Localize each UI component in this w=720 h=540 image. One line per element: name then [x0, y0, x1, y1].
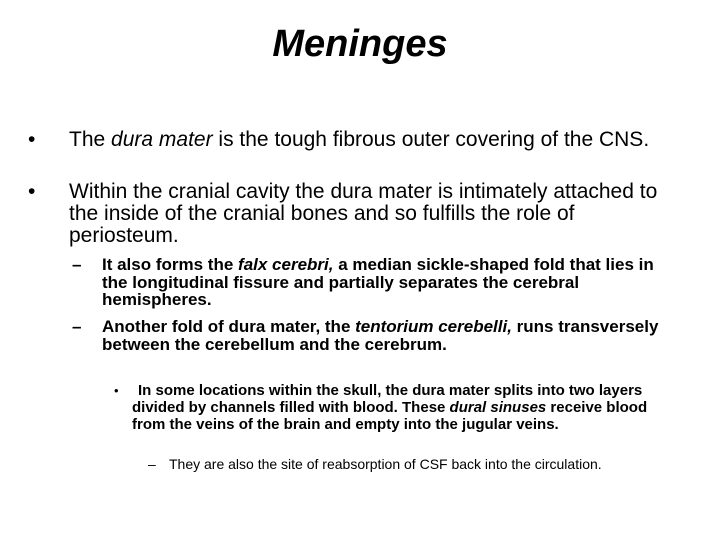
- term-falx-cerebri: falx cerebri,: [238, 255, 334, 274]
- bullet-cranial-cavity: [28, 181, 688, 247]
- bullet-dura-mater: [28, 129, 688, 151]
- third-level-dural-sinuses: [110, 382, 670, 433]
- fourth-level-csf: [148, 457, 648, 472]
- term-tentorium-cerebelli: tentorium cerebelli,: [355, 317, 512, 336]
- bullet-marker: •: [28, 180, 36, 203]
- bullet-text: The dura mater is the tough fibrous outer covering of the CNS.: [69, 128, 650, 151]
- third-level-text: In some locations within the skull, the dura mater splits into two layers divided by channels filled with blood. These dural sinuses receive blood from the veins of the brain and empty into the jugular veins.: [132, 382, 648, 433]
- fourth-level-text: They are also the site of reabsorption of CSF back into the circulation.: [169, 456, 602, 472]
- third-level-marker: •: [114, 383, 119, 398]
- sub-bullet-marker: –: [72, 255, 82, 274]
- sub-bullet-text: It also forms the falx cerebri, a median sickle-shaped fold that lies in the longitudinal fissure and partially separates the cerebral hemispheres.: [102, 255, 654, 309]
- sub-bullet-text: Another fold of dura mater, the tentorium cerebelli, runs transversely between the cerebellum and the cerebrum.: [102, 317, 659, 354]
- term-dural-sinuses: dural sinuses: [449, 399, 547, 416]
- sub-bullet-marker: –: [72, 317, 82, 336]
- fourth-level-marker: –: [148, 456, 156, 472]
- bullet-text: Within the cranial cavity the dura mater is intimately attached to the inside of the cranial bones and so fulfills the role of periosteum.: [69, 180, 658, 247]
- bullet-marker: •: [28, 128, 36, 151]
- term-dura-mater: dura mater: [111, 128, 213, 151]
- sub-bullet-falx-cerebri: [72, 256, 662, 309]
- slide-title: Meninges: [272, 23, 448, 65]
- sub-bullet-tentorium: [72, 318, 662, 353]
